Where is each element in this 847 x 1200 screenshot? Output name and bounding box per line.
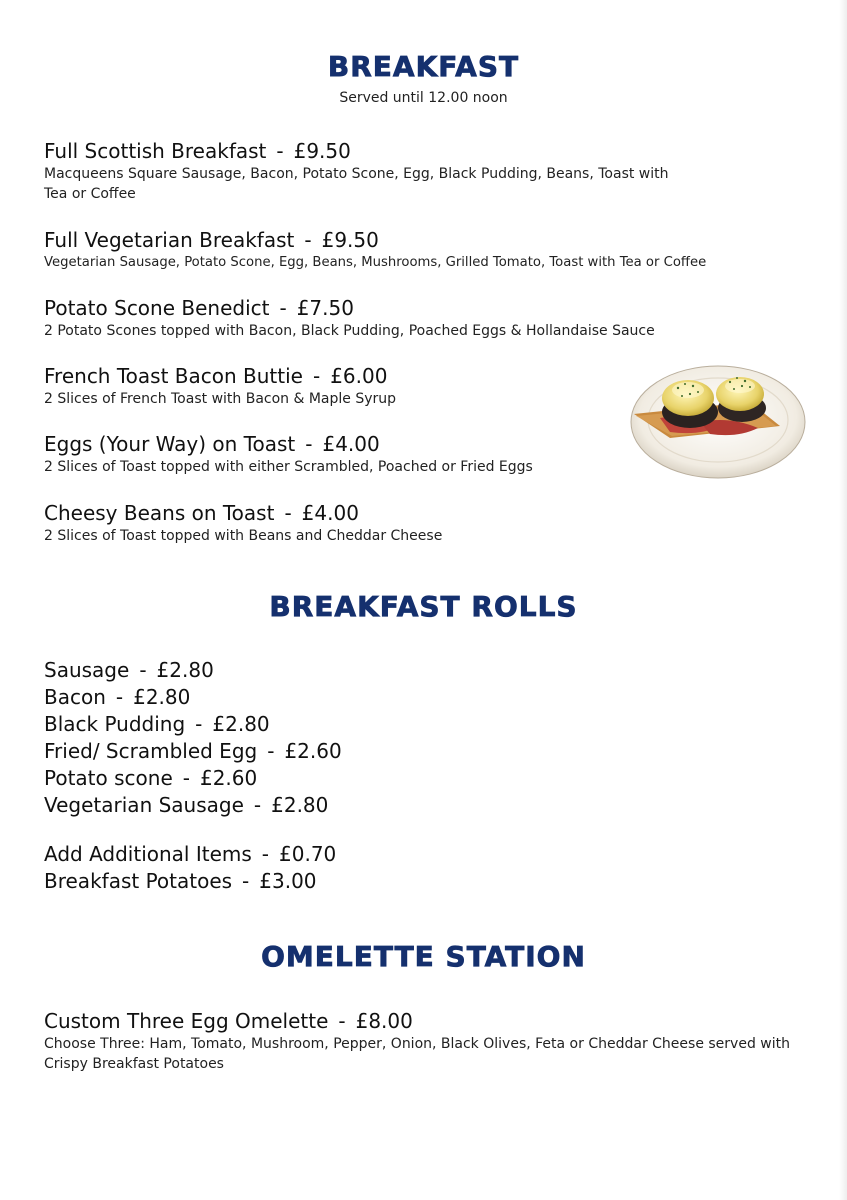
menu-item-name: Potato Scone Benedict <box>44 296 270 320</box>
menu-item-description: 2 Slices of Toast topped with Beans and Cheddar Cheese <box>44 528 443 544</box>
roll-item-price: £2.80 <box>133 685 191 709</box>
roll-item <box>44 738 342 765</box>
extra-item-name: Add Additional Items <box>44 842 252 866</box>
menu-item <box>44 363 614 409</box>
roll-item <box>44 711 270 738</box>
price-separator: - <box>338 1009 346 1033</box>
menu-item-title <box>44 1008 804 1034</box>
menu-item-description: 2 Slices of Toast topped with either Scrambled, Poached or Fried Eggs <box>44 459 533 475</box>
menu-item-price: £7.50 <box>296 296 354 320</box>
menu-item <box>44 1008 804 1074</box>
roll-item-name: Bacon <box>44 685 106 709</box>
menu-item-description: 2 Potato Scones topped with Bacon, Black Pudding, Poached Eggs & Hollandaise Sauce <box>44 323 655 339</box>
roll-item-price: £2.80 <box>212 712 270 736</box>
menu-item <box>44 295 744 341</box>
menu-item-title <box>44 363 614 389</box>
roll-item-price: £2.80 <box>156 658 214 682</box>
breakfast-heading: BREAKFAST <box>327 50 520 83</box>
price-separator: - <box>312 364 321 388</box>
omelette-station-heading: OMELETTE STATION <box>261 940 586 973</box>
price-separator: - <box>267 739 275 763</box>
roll-item <box>44 657 214 684</box>
roll-item-name: Black Pudding <box>44 712 186 736</box>
menu-item <box>44 500 604 546</box>
menu-item-title <box>44 138 684 164</box>
price-separator: - <box>261 842 270 866</box>
roll-item-name: Sausage <box>44 658 130 682</box>
roll-item <box>44 765 257 792</box>
extra-item-price: £3.00 <box>259 869 317 893</box>
menu-item-title <box>44 227 814 253</box>
roll-item-name: Fried/ Scrambled Egg <box>44 739 258 763</box>
menu-item-description: Macqueens Square Sausage, Bacon, Potato Scone, Egg, Black Pudding, Beans, Toast with Tea or Coffee <box>44 166 669 202</box>
roll-item <box>44 684 190 711</box>
price-separator: - <box>253 793 262 817</box>
menu-item-name: Eggs (Your Way) on Toast <box>44 432 296 456</box>
roll-item-name: Vegetarian Sausage <box>44 793 244 817</box>
menu-item-price: £4.00 <box>322 432 380 456</box>
menu-item-title <box>44 431 624 457</box>
menu-item-title <box>44 295 744 321</box>
roll-item <box>44 792 328 819</box>
extra-item <box>44 868 317 895</box>
menu-item-name: Cheesy Beans on Toast <box>44 501 275 525</box>
menu-item-name: Full Vegetarian Breakfast <box>44 228 295 252</box>
menu-item-name: French Toast Bacon Buttie <box>44 364 303 388</box>
price-separator: - <box>279 296 287 320</box>
price-separator: - <box>115 685 124 709</box>
eggs-benedict-plate-photo <box>630 356 806 480</box>
extra-item-name: Breakfast Potatoes <box>44 869 233 893</box>
breakfast-subtitle: Served until 12.00 noon <box>339 90 508 106</box>
menu-item-description: Choose Three: Ham, Tomato, Mushroom, Pepper, Onion, Black Olives, Feta or Cheddar Cheese served with Crispy Breakfast Potatoes <box>44 1036 790 1072</box>
menu-item-name: Full Scottish Breakfast <box>44 139 267 163</box>
price-separator: - <box>305 432 313 456</box>
price-separator: - <box>242 869 250 893</box>
menu-item-price: £9.50 <box>321 228 379 252</box>
menu-item-price: £8.00 <box>355 1009 413 1033</box>
roll-item-name: Potato scone <box>44 766 173 790</box>
price-separator: - <box>182 766 190 790</box>
breakfast-rolls-heading: BREAKFAST ROLLS <box>269 590 578 623</box>
menu-item-price: £4.00 <box>301 501 359 525</box>
menu-item <box>44 138 684 204</box>
menu-item-price: £9.50 <box>293 139 351 163</box>
price-separator: - <box>284 501 292 525</box>
menu-item <box>44 227 814 273</box>
extra-item-price: £0.70 <box>279 842 337 866</box>
menu-item <box>44 431 624 477</box>
roll-item-price: £2.60 <box>284 739 342 763</box>
extra-item <box>44 841 336 868</box>
price-separator: - <box>304 228 312 252</box>
price-separator: - <box>276 139 284 163</box>
roll-item-price: £2.60 <box>199 766 258 790</box>
roll-item-price: £2.80 <box>271 793 329 817</box>
menu-item-description: 2 Slices of French Toast with Bacon & Maple Syrup <box>44 391 397 407</box>
menu-item-description: Vegetarian Sausage, Potato Scone, Egg, Beans, Mushrooms, Grilled Tomato, Toast with Tea or Coffee <box>44 255 707 270</box>
price-separator: - <box>195 712 203 736</box>
menu-item-price: £6.00 <box>330 364 388 388</box>
menu-item-name: Custom Three Egg Omelette <box>44 1009 329 1033</box>
menu-item-title <box>44 500 604 526</box>
price-separator: - <box>139 658 147 682</box>
